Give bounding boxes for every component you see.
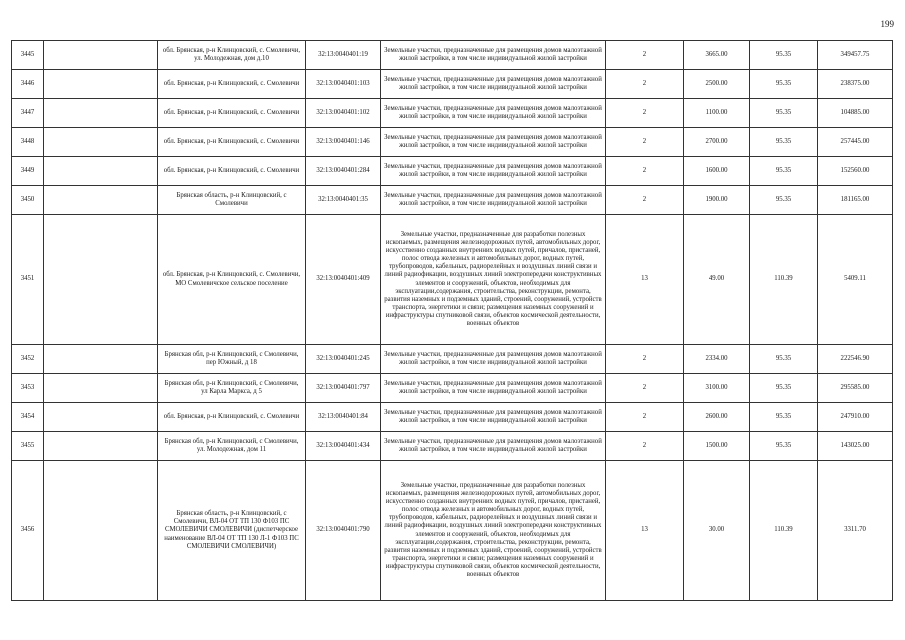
address-cell: обл. Брянская, р-н Клинцовский, с. Смолевичи	[158, 403, 306, 432]
land-registry-table	[11, 40, 893, 601]
blank-column	[44, 186, 158, 215]
cadastral-value-cell: 222546.90	[818, 345, 893, 374]
area-cell: 1100.00	[684, 99, 750, 128]
table-row	[12, 432, 893, 461]
address-cell: обл. Брянская, р-н Клинцовский, с. Смолевичи	[158, 128, 306, 157]
land-use-cell: Земельные участки, предназначенные для размещения домов малоэтажной жилой застройки, в том числе индивидуальной жилой застройки	[381, 70, 606, 99]
area-cell: 2334.00	[684, 345, 750, 374]
category-cell: 2	[606, 345, 684, 374]
row-number: 3451	[12, 215, 44, 345]
cadastral-value-cell: 104885.00	[818, 99, 893, 128]
land-use-cell: Земельные участки, предназначенные для размещения домов малоэтажной жилой застройки, в том числе индивидуальной жилой застройки	[381, 432, 606, 461]
table-row	[12, 374, 893, 403]
rate-cell: 95.35	[750, 186, 818, 215]
blank-column	[44, 403, 158, 432]
address-cell: обл. Брянская, р-н Клинцовский, с. Смолевичи, МО Смолевичское сельское поселение	[158, 215, 306, 345]
cadastral-value-cell: 257445.00	[818, 128, 893, 157]
address-cell: обл. Брянская, р-н Клинцовский, с. Смолевичи, ул. Молодежная, дом д.10	[158, 41, 306, 70]
cadastral-value-cell: 3311.70	[818, 461, 893, 601]
area-cell: 30.00	[684, 461, 750, 601]
cadastral-number-cell: 32:13:0040401:245	[306, 345, 381, 374]
row-number: 3455	[12, 432, 44, 461]
table-row	[12, 99, 893, 128]
row-number: 3449	[12, 157, 44, 186]
category-cell: 2	[606, 432, 684, 461]
table-row	[12, 41, 893, 70]
blank-column	[44, 99, 158, 128]
rate-cell: 110.39	[750, 215, 818, 345]
cadastral-value-cell: 152560.00	[818, 157, 893, 186]
rate-cell: 95.35	[750, 99, 818, 128]
land-use-cell: Земельные участки, предназначенные для размещения домов малоэтажной жилой застройки, в том числе индивидуальной жилой застройки	[381, 186, 606, 215]
table-row	[12, 186, 893, 215]
blank-column	[44, 157, 158, 186]
cadastral-value-cell: 238375.00	[818, 70, 893, 99]
row-number: 3452	[12, 345, 44, 374]
address-cell: Брянская обл, р-н Клинцовский, с Смолевичи, пер Южный, д 18	[158, 345, 306, 374]
rate-cell: 95.35	[750, 432, 818, 461]
cadastral-value-cell: 143025.00	[818, 432, 893, 461]
blank-column	[44, 215, 158, 345]
table-row	[12, 345, 893, 374]
land-use-cell: Земельные участки, предназначенные для размещения домов малоэтажной жилой застройки, в том числе индивидуальной жилой застройки	[381, 99, 606, 128]
row-number: 3448	[12, 128, 44, 157]
cadastral-number-cell: 32:13:0040401:102	[306, 99, 381, 128]
land-use-cell: Земельные участки, предназначенные для разработки полезных ископаемых, размещения железнодорожных путей, автомобильных дорог, искусственно созданных внутренних водных путей, причалов, пристаней, полос отвода железных и автомобильных дорог, водных путей, трубопроводов, кабельных, радиорелейных и воздушных линий связи и линий радиофикации, воздушных линий электропередачи конструктивных элементов и сооружений, объектов, необходимых для эксплуатации,содержания, строительства, реконструкции, ремонта, развития наземных и подземных зданий, строений, сооружений, устройств транспорта, энергетики и связи; размещения наземных сооружений и инфраструктуры спутниковой связи, объектов космической деятельности, военных объектов	[381, 461, 606, 601]
cadastral-number-cell: 32:13:0040401:146	[306, 128, 381, 157]
address-cell: Брянская область, р-н Клинцовский, с Смолевичи	[158, 186, 306, 215]
cadastral-number-cell: 32:13:0040401:35	[306, 186, 381, 215]
table-row	[12, 461, 893, 601]
rate-cell: 95.35	[750, 403, 818, 432]
row-number: 3453	[12, 374, 44, 403]
table-row	[12, 215, 893, 345]
category-cell: 2	[606, 403, 684, 432]
blank-column	[44, 374, 158, 403]
category-cell: 2	[606, 41, 684, 70]
area-cell: 1500.00	[684, 432, 750, 461]
table-row	[12, 403, 893, 432]
blank-column	[44, 345, 158, 374]
land-use-cell: Земельные участки, предназначенные для размещения домов малоэтажной жилой застройки, в том числе индивидуальной жилой застройки	[381, 345, 606, 374]
cadastral-value-cell: 181165.00	[818, 186, 893, 215]
land-use-cell: Земельные участки, предназначенные для размещения домов малоэтажной жилой застройки, в том числе индивидуальной жилой застройки	[381, 403, 606, 432]
category-cell: 2	[606, 99, 684, 128]
area-cell: 3665.00	[684, 41, 750, 70]
address-cell: обл. Брянская, р-н Клинцовский, с. Смолевичи	[158, 157, 306, 186]
category-cell: 2	[606, 186, 684, 215]
category-cell: 2	[606, 157, 684, 186]
land-use-cell: Земельные участки, предназначенные для размещения домов малоэтажной жилой застройки, в том числе индивидуальной жилой застройки	[381, 41, 606, 70]
cadastral-value-cell: 247910.00	[818, 403, 893, 432]
row-number: 3454	[12, 403, 44, 432]
address-cell: Брянская обл, р-н Клинцовский, с Смолевичи, ул Карла Маркса, д 5	[158, 374, 306, 403]
table-row	[12, 157, 893, 186]
area-cell: 49.00	[684, 215, 750, 345]
cadastral-number-cell: 32:13:0040401:103	[306, 70, 381, 99]
row-number: 3446	[12, 70, 44, 99]
area-cell: 2600.00	[684, 403, 750, 432]
rate-cell: 95.35	[750, 41, 818, 70]
category-cell: 2	[606, 70, 684, 99]
category-cell: 13	[606, 461, 684, 601]
land-use-cell: Земельные участки, предназначенные для размещения домов малоэтажной жилой застройки, в том числе индивидуальной жилой застройки	[381, 157, 606, 186]
land-use-cell: Земельные участки, предназначенные для размещения домов малоэтажной жилой застройки, в том числе индивидуальной жилой застройки	[381, 374, 606, 403]
address-cell: обл. Брянская, р-н Клинцовский, с. Смолевичи	[158, 99, 306, 128]
area-cell: 3100.00	[684, 374, 750, 403]
row-number: 3445	[12, 41, 44, 70]
cadastral-value-cell: 349457.75	[818, 41, 893, 70]
area-cell: 1900.00	[684, 186, 750, 215]
rate-cell: 95.35	[750, 128, 818, 157]
address-cell: Брянская область, р-н Клинцовский, с Смолевичи, ВЛ-04 ОТ ТП 130 Ф103 ПС СМОЛЕВИЧИ СМОЛЕВИЧИ (диспетчерское наименование ВЛ-04 ОТ ТП 130 Л-1 Ф103 ПС СМОЛЕВИЧИ СМОЛЕВИЧИ)	[158, 461, 306, 601]
land-use-cell: Земельные участки, предназначенные для размещения домов малоэтажной жилой застройки, в том числе индивидуальной жилой застройки	[381, 128, 606, 157]
blank-column	[44, 70, 158, 99]
category-cell: 13	[606, 215, 684, 345]
cadastral-number-cell: 32:13:0040401:797	[306, 374, 381, 403]
table-row	[12, 70, 893, 99]
cadastral-number-cell: 32:13:0040401:409	[306, 215, 381, 345]
blank-column	[44, 432, 158, 461]
row-number: 3447	[12, 99, 44, 128]
cadastral-number-cell: 32:13:0040401:790	[306, 461, 381, 601]
blank-column	[44, 128, 158, 157]
cadastral-number-cell: 32:13:0040401:434	[306, 432, 381, 461]
rate-cell: 95.35	[750, 374, 818, 403]
area-cell: 2700.00	[684, 128, 750, 157]
table-row	[12, 128, 893, 157]
area-cell: 1600.00	[684, 157, 750, 186]
address-cell: обл. Брянская, р-н Клинцовский, с. Смолевичи	[158, 70, 306, 99]
blank-column	[44, 461, 158, 601]
cadastral-number-cell: 32:13:0040401:19	[306, 41, 381, 70]
category-cell: 2	[606, 128, 684, 157]
category-cell: 2	[606, 374, 684, 403]
row-number: 3456	[12, 461, 44, 601]
row-number: 3450	[12, 186, 44, 215]
cadastral-number-cell: 32:13:0040401:84	[306, 403, 381, 432]
cadastral-value-cell: 5409.11	[818, 215, 893, 345]
rate-cell: 95.35	[750, 70, 818, 99]
cadastral-value-cell: 295585.00	[818, 374, 893, 403]
cadastral-number-cell: 32:13:0040401:284	[306, 157, 381, 186]
page-number: 199	[880, 19, 894, 29]
rate-cell: 110.39	[750, 461, 818, 601]
rate-cell: 95.35	[750, 345, 818, 374]
blank-column	[44, 41, 158, 70]
rate-cell: 95.35	[750, 157, 818, 186]
address-cell: Брянская обл, р-н Клинцовский, с Смолевичи, ул. Молодежная, дом 11	[158, 432, 306, 461]
land-use-cell: Земельные участки, предназначенные для разработки полезных ископаемых, размещения железнодорожных путей, автомобильных дорог, искусственно созданных внутренних водных путей, причалов, пристаней, полос отвода железных и автомобильных дорог, водных путей, трубопроводов, кабельных, радиорелейных и воздушных линий связи и линий радиофикации, воздушных линий электропередачи конструктивных элементов и сооружений, объектов, необходимых для эксплуатации,содержания, строительства, реконструкции, ремонта, развития наземных и подземных зданий, строений, сооружений, устройств транспорта, энергетики и связи; размещения наземных сооружений и инфраструктуры спутниковой связи, объектов космической деятельности, военных объектов	[381, 215, 606, 345]
area-cell: 2500.00	[684, 70, 750, 99]
